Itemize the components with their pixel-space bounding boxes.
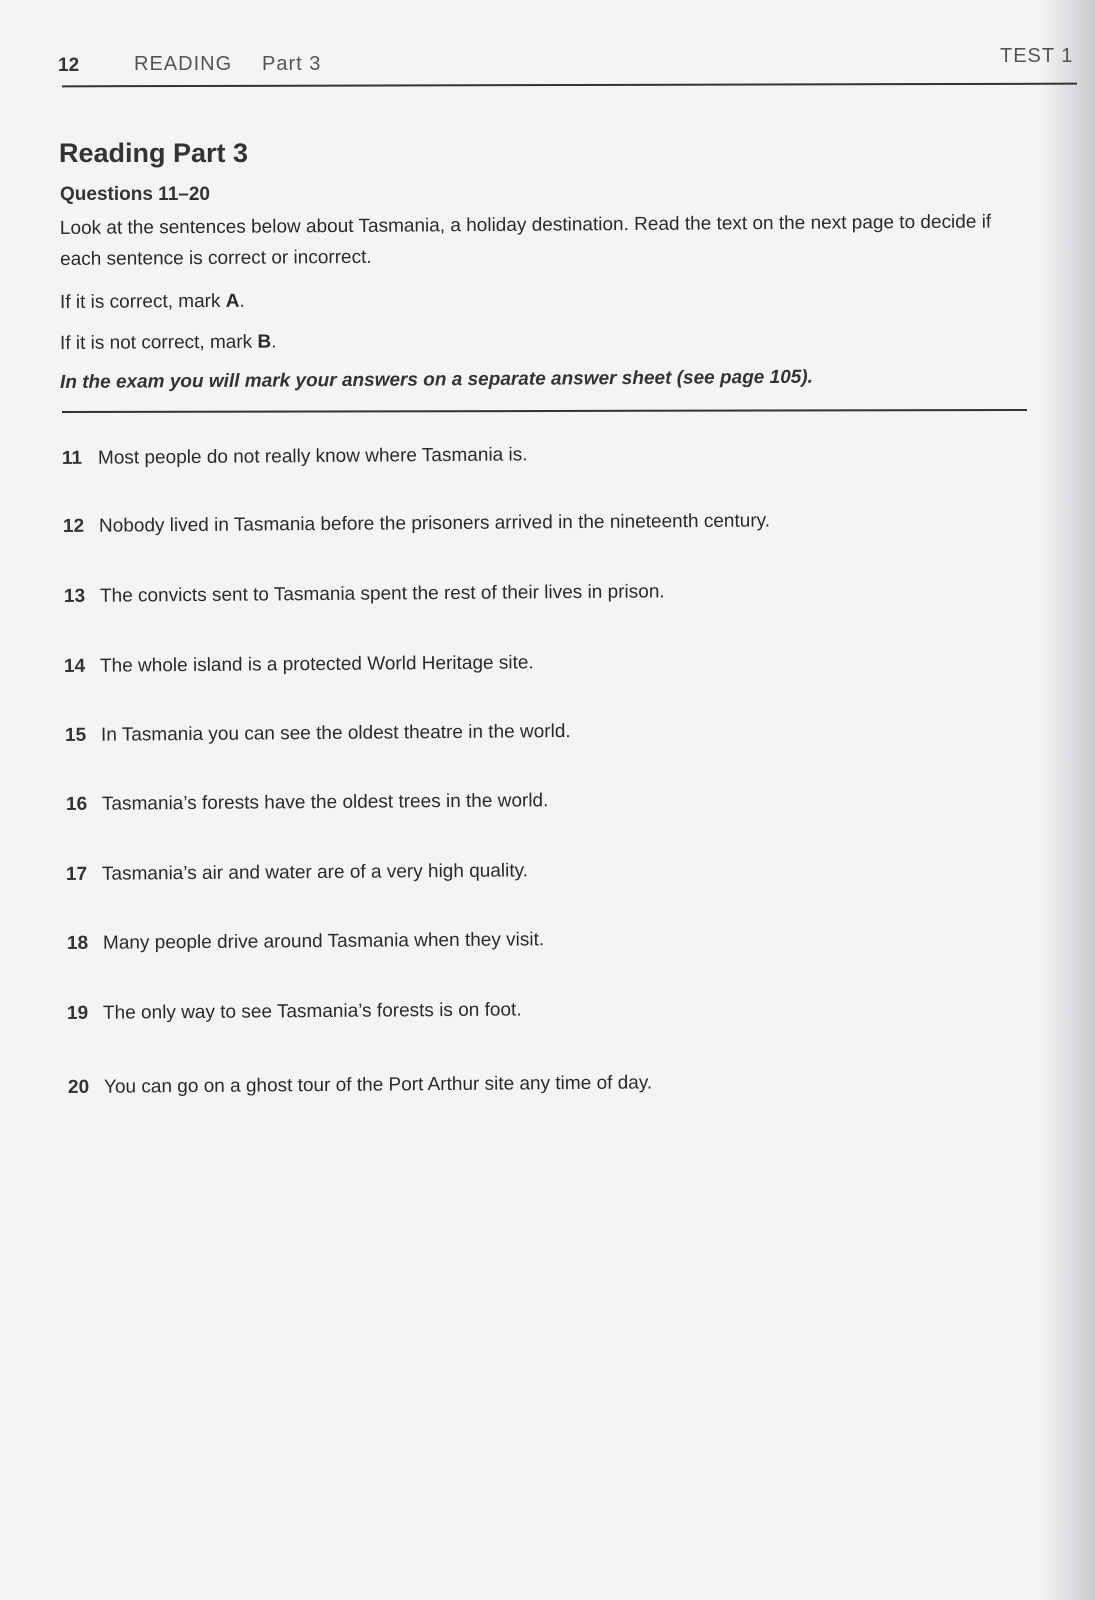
question-number: 15 (64, 724, 87, 746)
instruction-text: If it is not correct, mark (59, 331, 258, 354)
question-text: Nobody lived in Tasmania before the prisoners arrived in the nineteenth century. (98, 510, 771, 537)
question-item (64, 581, 665, 608)
question-item (63, 510, 770, 538)
page-number: 12 (58, 55, 80, 76)
question-item (66, 790, 549, 816)
mark-a: A (225, 290, 240, 312)
question-number: 20 (67, 1076, 90, 1098)
question-number: 13 (63, 585, 86, 607)
question-text: The whole island is a protected World Heritage site. (99, 652, 534, 677)
question-item (67, 929, 544, 955)
question-item (67, 999, 522, 1025)
question-number: 18 (66, 932, 89, 954)
instructions-intro: Look at the sentences below about Tasmania, a holiday destination. Read the text on the next page to decide if each sentence is correct or incorrect. (59, 211, 992, 270)
instruction-correct (60, 280, 1020, 318)
running-header-part: Part 3 (262, 53, 322, 75)
questions-range: Questions 11–20 (60, 184, 210, 205)
page-edge-shadow (1040, 0, 1095, 1600)
instruction-incorrect (60, 321, 1020, 359)
question-text: Many people drive around Tasmania when they visit. (102, 929, 545, 954)
running-header-test: TEST 1 (1000, 45, 1074, 67)
question-item (66, 860, 528, 886)
punctuation: . (271, 331, 277, 353)
question-text: Tasmania’s air and water are of a very high quality. (101, 860, 529, 885)
question-item (64, 652, 534, 678)
header-divider (62, 83, 1077, 88)
question-number: 16 (65, 793, 88, 815)
question-number: 11 (61, 447, 83, 469)
question-number: 14 (63, 655, 86, 677)
mark-b: B (257, 331, 272, 353)
question-text: You can go on a ghost tour of the Port Arthur site any time of day. (103, 1072, 653, 1098)
question-text: Most people do not really know where Tasmania is. (97, 444, 528, 469)
page-title: Reading Part 3 (59, 138, 249, 168)
question-item (62, 444, 528, 470)
running-header-section: READING (134, 53, 233, 75)
punctuation: . (239, 290, 245, 312)
instruction-text: If it is correct, mark (59, 290, 226, 313)
question-text: In Tasmania you can see the oldest theatre in the world. (100, 721, 571, 746)
question-text: The convicts sent to Tasmania spent the rest of their lives in prison. (99, 581, 665, 607)
question-number: 12 (62, 515, 85, 537)
question-text: Tasmania’s forests have the oldest trees in the world. (101, 790, 549, 815)
instructions-divider (62, 409, 1027, 413)
exam-note: In the exam you will mark your answers on a separate answer sheet (see page 105). (59, 366, 813, 393)
question-number: 17 (65, 863, 88, 885)
question-item (65, 721, 571, 747)
question-text: The only way to see Tasmania’s forests is on foot. (102, 999, 522, 1024)
question-number: 19 (66, 1002, 89, 1024)
question-item (68, 1072, 652, 1099)
